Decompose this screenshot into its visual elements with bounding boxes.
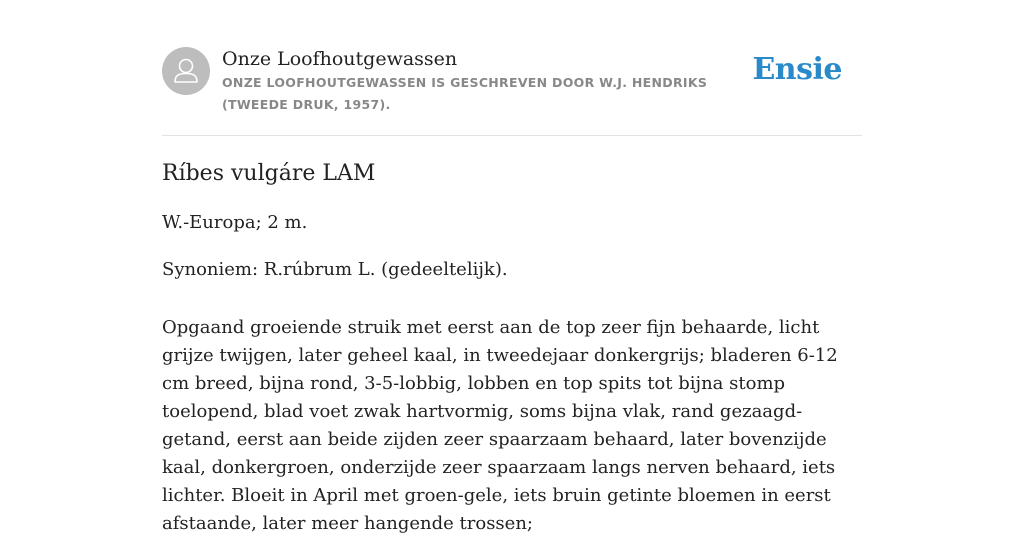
- entry-content: [162, 158, 862, 538]
- entry-distribution: W.-Europa; 2 m.: [162, 212, 308, 233]
- entry-description: Opgaand groeiende struik met eerst aan de top zeer fijn behaarde, licht grijze twijgen, later geheel kaal, in tweedejaar donkergrijs; bladeren 6-12 cm breed, bijna rond, 3-5-lobbig, lobben en top spits tot bijna stomp toelopend, blad voet zwak hartvormig, soms bijna vlak, rand gezaagd-getand, eerst aan beide zijden zeer spaarzaam behaard, later bovenzijde kaal, donkergroen, onderzijde zeer spaarzaam langs nerven behaard, iets lichter. Bloeit in April met groen-gele, iets bruin getinte bloemen in eerst afstaande, later meer hangende trossen;: [162, 317, 838, 534]
- user-icon: [162, 47, 210, 95]
- entry-synonym: Synoniem: R.rúbrum L. (gedeeltelijk).: [162, 259, 508, 280]
- source-header: [162, 46, 862, 136]
- entry-title: Ríbes vulgáre LAM: [162, 161, 376, 186]
- header-divider: [162, 135, 862, 136]
- source-title[interactable]: Onze Loofhoutgewassen: [222, 48, 458, 70]
- source-description: ONZE LOOFHOUTGEWASSEN IS GESCHREVEN DOOR W.J. HENDRIKS (TWEEDE DRUK, 1957).: [222, 75, 708, 112]
- brand-logo[interactable]: Ensie: [752, 52, 842, 87]
